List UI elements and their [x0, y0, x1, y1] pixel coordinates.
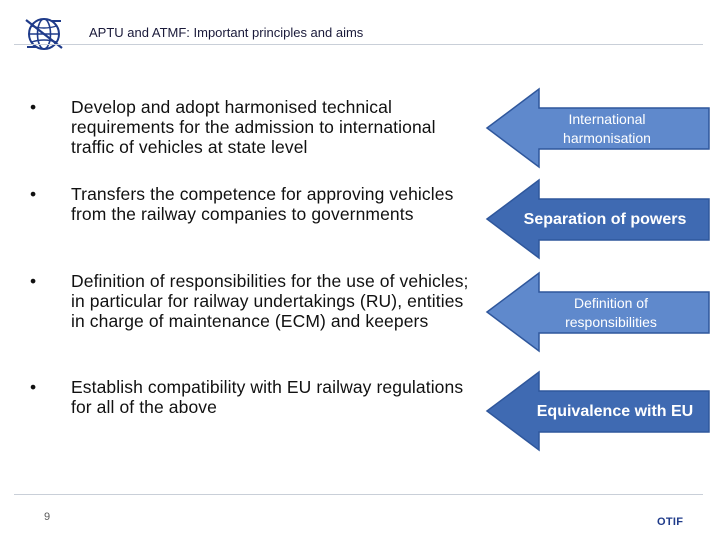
bullet-marker: • [30, 377, 37, 397]
bullet-item-competence-transfer [30, 184, 480, 224]
bullet-marker: • [30, 184, 37, 204]
bullet-text: Definition of responsibilities for the use of vehicles; in particular for railway undertakings (RU), entities in charge of maintenance (ECM) and keepers [71, 271, 469, 331]
footer-divider [14, 494, 703, 495]
page-number: 9 [44, 511, 51, 523]
slide-title: APTU and ATMF: Important principles and aims [89, 25, 364, 40]
footer-brand-label: OTIF [657, 516, 684, 528]
bullet-text: Develop and adopt harmonised technical requirements for the admission to international traffic of vehicles at state level [71, 97, 436, 157]
bullet-text: Establish compatibility with EU railway regulations for all of the above [71, 377, 464, 417]
bullet-text: Transfers the competence for approving vehicles from the railway companies to governments [71, 184, 454, 224]
header-divider [14, 44, 703, 45]
bullet-item-harmonised-requirements [30, 97, 480, 157]
bullet-item-eu-compatibility [30, 377, 480, 417]
bullet-marker: • [30, 97, 37, 117]
arrow-label-international-harmonisation: International harmonisation [563, 111, 651, 146]
otif-globe-logo-icon [24, 14, 64, 54]
bullet-marker: • [30, 271, 37, 291]
arrow-label-separation-of-powers: Separation of powers [523, 211, 687, 228]
arrow-label-equivalence-with-eu: Equivalence with EU [536, 403, 694, 420]
bullet-item-responsibilities [30, 271, 480, 331]
arrow-label-definition-of-responsibilities: Definition of responsibilities [565, 295, 657, 330]
